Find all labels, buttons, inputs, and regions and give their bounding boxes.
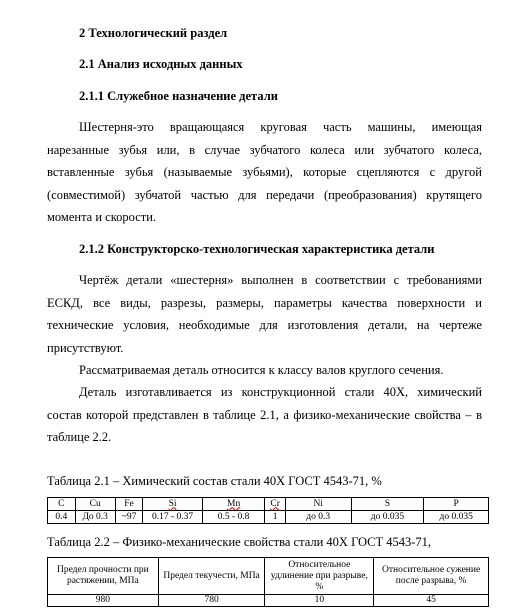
subsection-heading: 2.1 Анализ исходных данных [79, 57, 243, 71]
table-row [48, 595, 489, 607]
subsubsection-heading-purpose: 2.1.1 Служебное назначение детали [79, 89, 278, 103]
table-header-text: Mn [227, 498, 241, 509]
table-cell: до 0.035 [424, 511, 489, 524]
paragraph-drawing [47, 269, 482, 359]
mechanical-properties-table [47, 557, 489, 607]
table-header-cell: Cu [75, 498, 115, 511]
paragraph-text: Чертёж детали «шестерня» выполнен в соответствии с требованиями ЕСКД, все виды, разрезы, размеры, параметры качества поверхности и технические условия, необходимые для изготовления детали, на чертеже присутствуют. [47, 273, 482, 355]
table-header-text: Si [168, 498, 177, 509]
table-row [48, 511, 489, 524]
table-header-cell: Предел текучести, МПа [158, 558, 265, 595]
table-header-cell [265, 498, 286, 511]
paragraph-purpose [47, 116, 482, 229]
table-cell: 0.17 - 0.37 [143, 511, 202, 524]
table-header-cell: Относительное удлинение при разрыве, % [265, 558, 374, 595]
table-header-row [48, 558, 489, 595]
chemical-composition-table [47, 497, 489, 524]
table2-caption: Таблица 2.2 – Физико-механические свойства стали 40Х ГОСТ 4543-71, [47, 535, 432, 549]
table-cell: до 0.3 [285, 511, 351, 524]
table-header-cell [143, 498, 202, 511]
table-header-cell: P [424, 498, 489, 511]
paragraph-text: Деталь изготавливается из конструкционной стали 40Х, химический состав которой представлен в таблице 2.1, а физико-механические свойства – в таблице 2.2. [47, 385, 482, 444]
table-header-cell: Ni [285, 498, 351, 511]
table-cell: ~97 [115, 511, 143, 524]
table-header-cell: Fe [115, 498, 143, 511]
paragraph-text: Рассматриваемая деталь относится к классу валов круглого сечения. [79, 363, 444, 377]
table-header-cell: Предел прочности при растяжении, МПа [48, 558, 159, 595]
table-header-row [48, 498, 489, 511]
paragraph-text: Шестерня-это вращающаяся круговая часть машины, имеющая нарезанные зубья или, в случае зубчатого колеса или зубчатого колеса, вставленные зубья (называемые зубьями), которые сцепляются с другой (совместимой) зубчатой частью для передачи (преобразования) крутящего момента и скорости. [47, 120, 482, 224]
table-cell: 10 [265, 595, 374, 607]
table-header-cell: Относительное сужение после разрыва, % [374, 558, 489, 595]
table-cell: 980 [48, 595, 159, 607]
subsubsection-heading-characteristics: 2.1.2 Конструкторско-технологическая характеристика детали [79, 242, 435, 256]
paragraph-class [47, 359, 482, 382]
table-cell: до 0.035 [351, 511, 424, 524]
table-cell: 780 [158, 595, 265, 607]
table-header-cell: C [48, 498, 76, 511]
table-cell: До 0.3 [75, 511, 115, 524]
table-cell: 45 [374, 595, 489, 607]
table1-caption: Таблица 2.1 – Химический состав стали 40Х ГОСТ 4543-71, % [47, 474, 382, 488]
section-heading: 2 Технологический раздел [79, 26, 228, 40]
table-cell: 0.4 [48, 511, 76, 524]
table-header-cell [202, 498, 265, 511]
table-header-cell: S [351, 498, 424, 511]
paragraph-material [47, 381, 482, 449]
table-cell: 1 [265, 511, 286, 524]
table-cell: 0.5 - 0.8 [202, 511, 265, 524]
table-header-text: Cr [270, 498, 280, 509]
